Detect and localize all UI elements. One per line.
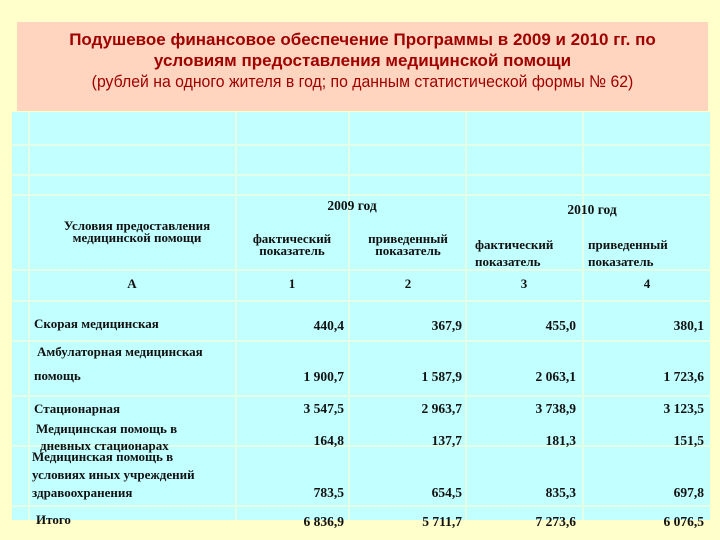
cell-value: 835,3 bbox=[545, 485, 576, 500]
cell-value: 1 587,9 bbox=[421, 369, 462, 384]
subheader-2009-adjusted bbox=[352, 233, 464, 257]
row-header-label bbox=[42, 220, 232, 244]
subheader-line: показатель bbox=[259, 243, 325, 258]
column-code-2: 2 bbox=[404, 276, 412, 291]
cell-value: 164,8 bbox=[313, 433, 344, 448]
row-header-line: Условия предоставления bbox=[63, 218, 211, 233]
cell-value: 654,5 bbox=[431, 485, 462, 500]
subheader-line: приведенный bbox=[368, 231, 448, 246]
subheader-line: приведенный bbox=[588, 237, 668, 252]
title-line-2: условиям предоставления медицинской помощи bbox=[153, 51, 572, 70]
column-code-3: 3 bbox=[520, 276, 528, 291]
cell-value: 1 723,6 bbox=[663, 369, 704, 384]
row-label-line: условиях иных учреждений bbox=[32, 467, 195, 482]
subheader-2009-actual bbox=[238, 233, 346, 257]
row-label-total: Итого bbox=[36, 512, 71, 527]
row-label-outpatient-line2: помощь bbox=[34, 368, 81, 383]
subheader-line: фактический bbox=[475, 237, 554, 252]
year-header-2010: 2010 год bbox=[567, 202, 617, 217]
subheader-line: показатель bbox=[588, 254, 654, 269]
column-code-1: 1 bbox=[288, 276, 296, 291]
cell-value: 2 063,1 bbox=[535, 369, 576, 384]
subheader-line: фактический bbox=[252, 231, 332, 246]
cell-value: 151,5 bbox=[673, 433, 704, 448]
title-line-1: Подушевое финансовое обеспечение Программы в 2009 и 2010 гг. по bbox=[69, 30, 656, 49]
cell-value: 2 963,7 bbox=[421, 401, 462, 416]
cell-value-total: 6 836,9 bbox=[303, 514, 344, 529]
grid-hline bbox=[12, 300, 710, 302]
cell-value: 783,5 bbox=[313, 485, 344, 500]
data-table bbox=[12, 112, 710, 529]
grid-hline bbox=[12, 144, 710, 146]
cell-value: 137,7 bbox=[431, 433, 462, 448]
subheader-2010-actual bbox=[475, 236, 580, 270]
row-label-outpatient-line1: Амбулаторная медицинская bbox=[37, 344, 203, 359]
grid-hline bbox=[12, 194, 710, 196]
title-subtitle: (рублей на одного жителя в год; по данным статистической формы № 62) bbox=[91, 72, 634, 91]
row-label-line: Медицинская помощь в bbox=[32, 449, 174, 464]
grid-hline bbox=[12, 340, 710, 342]
subheader-line: показатель bbox=[475, 254, 541, 269]
row-label-other-facilities bbox=[32, 448, 195, 502]
row-header-line: медицинской помощи bbox=[72, 230, 202, 245]
column-code-4: 4 bbox=[643, 276, 651, 291]
grid-hline bbox=[12, 505, 710, 507]
row-label-line: дневных стационарах bbox=[40, 438, 169, 453]
cell-value: 1 900,7 bbox=[303, 369, 344, 384]
row-label-ambulance: Скорая медицинская bbox=[34, 316, 159, 331]
cell-value-total: 6 076,5 bbox=[663, 514, 704, 529]
cell-value: 3 738,9 bbox=[535, 401, 576, 416]
grid-hline bbox=[12, 174, 710, 176]
cell-value: 3 547,5 bbox=[303, 401, 344, 416]
cell-value: 697,8 bbox=[673, 485, 704, 500]
row-label-inpatient: Стационарная bbox=[34, 401, 120, 416]
year-header-2009: 2009 год bbox=[327, 198, 377, 213]
cell-value: 3 123,5 bbox=[663, 401, 704, 416]
cell-value: 440,4 bbox=[313, 318, 344, 333]
column-code-a: А bbox=[127, 276, 137, 291]
cell-value: 367,9 bbox=[431, 318, 462, 333]
cell-value: 380,1 bbox=[673, 318, 704, 333]
row-label-line: Медицинская помощь в bbox=[36, 421, 178, 436]
cell-value-total: 5 711,7 bbox=[422, 514, 462, 529]
subheader-line: показатель bbox=[375, 243, 441, 258]
title-box bbox=[17, 22, 708, 111]
subheader-2010-adjusted bbox=[588, 236, 703, 270]
grid-hline bbox=[12, 395, 710, 397]
cell-value: 181,3 bbox=[545, 433, 576, 448]
cell-value: 455,0 bbox=[545, 318, 576, 333]
cell-value-total: 7 273,6 bbox=[535, 514, 576, 529]
row-label-line: здравоохранения bbox=[32, 485, 133, 500]
